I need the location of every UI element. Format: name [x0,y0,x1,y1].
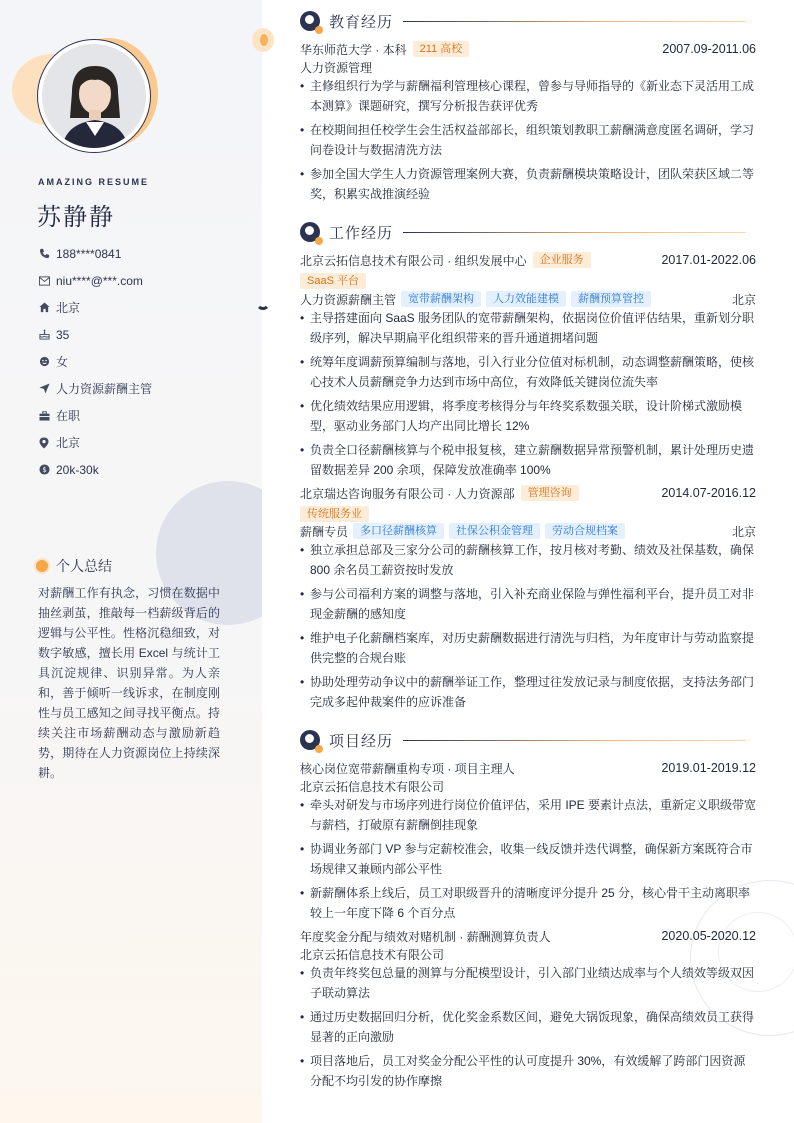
list-item: • 在校期间担任校学生会生活权益部部长，组织策划教职工薪酬满意度匿名调研，学习问卷设计与数据清洗方法 [300,120,756,160]
education-bullets [300,76,756,208]
skill-tag: 社保公积金管理 [449,523,540,539]
company-name: 北京瑞达咨询服务有限公司 · 人力资源部 [300,486,515,501]
industry-tag: 管理咨询 [521,485,579,501]
school-name: 华东师范大学 · 本科 [300,42,407,57]
list-item: • 主修组织行为学与薪酬福利管理核心课程，曾参与导师指导的《新业态下灵活用工成本测算》课题研究，撰写分析报告获评优秀 [300,76,756,116]
list-item: • 参与公司福利方案的调整与落地，引入补充商业保险与弹性福利平台，提升员工对非现金薪酬的感知度 [300,584,756,624]
sidebar [0,0,262,1123]
candidate-name: 苏静静 [37,204,115,231]
project-company-row [300,777,756,795]
info-text: 20k-30k [56,462,99,477]
mail-icon [38,275,50,287]
list-item: • 通过历史数据回归分析，优化奖金系数区间，避免大锅饭现象，确保高绩效员工获得显著的正向激励 [300,1007,756,1047]
section-title: 工作经历 [329,224,394,242]
project-date: 2020.05-2020.12 [661,929,756,943]
gender-icon [38,356,50,368]
decorative-ring [252,28,274,52]
list-item: • 统筹年度调薪预算编制与落地，引入行业分位值对标机制，动态调整薪酬策略，使核心技术人员薪酬竞争力达到市场中高位，有效降低关键岗位流失率 [300,352,756,392]
job-role-row [300,290,756,308]
job-city: 北京 [731,292,756,307]
cake-icon [38,329,50,341]
list-item: • 牵头对研发与市场序列进行岗位价值评估，采用 IPE 要素计点法，重新定义职级带宽与薪档，打破原有薪酬倒挂现象 [300,795,756,835]
summary-dot-icon [36,560,48,572]
job-date: 2014.07-2016.12 [661,486,756,500]
info-target-city [38,429,248,456]
info-text: niu****@***.com [56,273,143,288]
industry-tag: 传统服务业 [300,506,369,522]
section-header-education [300,10,756,32]
list-item: • 独立承担总部及三家分公司的薪酬核算工作，按月核对考勤、绩效及社保基数，确保 800 余名员工薪资按时发放 [300,540,756,580]
industry-tag: 企业服务 [533,252,591,268]
list-item: • 维护电子化薪酬档案库，对历史薪酬数据进行清洗与归档，为年度审计与劳动监察提供完整的合规台账 [300,628,756,668]
school-tag: 211 高校 [413,41,470,57]
info-gender [38,348,248,375]
skill-tag: 宽带薪酬架构 [401,291,481,307]
industry-tag: SaaS 平台 [300,273,366,289]
info-email [38,267,248,294]
info-text: 北京 [56,301,81,315]
list-item: • 参加全国大学生人力资源管理案例大赛，负责薪酬模块策略设计，团队荣获区域二等奖，积累实战推演经验 [300,164,756,204]
list-item: • 主导搭建面向 SaaS 服务团队的宽带薪酬架构，依据岗位价值评估结果，重新划分职级序列，解决早期扁平化组织带来的晋升通道拥堵问题 [300,308,756,348]
location-pin-icon [38,437,50,449]
project-header [300,927,756,945]
education-date: 2007.09-2011.06 [662,42,756,56]
skill-tag: 人力效能建模 [486,291,566,307]
project-header [300,759,756,777]
list-item: • 新薪酬体系上线后，员工对职级晋升的清晰度评分提升 25 分，核心骨干主动离职率较上一年度下降 6 个百分点 [300,883,756,923]
section-divider [403,21,746,22]
info-text: 在职 [56,409,81,423]
phone-icon [38,248,50,260]
section-divider [403,740,746,741]
info-text: 女 [56,355,69,369]
project-name: 核心岗位宽带薪酬重构专项 · 项目主理人 [300,761,515,776]
send-icon [38,383,50,395]
info-residence [38,294,248,321]
section-header-work [300,221,756,243]
job-date: 2017.01-2022.06 [661,253,756,267]
brand-label: AMAZING RESUME [38,177,149,187]
job-tag-row [300,505,756,523]
project-company: 北京云拓信息技术有限公司 [300,779,445,794]
job-bullets [300,540,756,716]
job-city: 北京 [731,524,756,539]
job-role: 薪酬专员 [300,524,349,539]
list-item: • 协调业务部门 VP 参与定薪校准会，收集一线反馈并迭代调整，确保新方案既符合市场规律又兼顾内部公平性 [300,839,756,879]
section-icon [300,730,320,750]
job-bullets [300,308,756,484]
list-item: • 优化绩效结果应用逻辑，将季度考核得分与年终奖系数强关联，设计阶梯式激励模型，驱动业务部门人均产出同比增长 12% [300,396,756,436]
info-text: 35 [56,327,70,342]
briefcase-icon [38,410,50,422]
list-item: • 项目落地后，员工对奖金分配公平性的认可度提升 30%，有效缓解了跨部门因资源分配不均引发的协作摩擦 [300,1051,756,1091]
avatar [42,44,146,148]
section-header-projects [300,729,756,751]
list-item: • 负责全口径薪酬核算与个税申报复核，建立薪酬数据异常预警机制，累计处理历史遗留数据差异 200 余项，保障发放准确率 100% [300,440,756,480]
section-icon [300,11,320,31]
home-icon [38,302,50,314]
list-item: • 负责年终奖包总量的测算与分配模型设计，引入部门业绩达成率与个人绩效等级双因子联动算法 [300,963,756,1003]
project-name: 年度奖金分配与绩效对赌机制 · 薪酬测算负责人 [300,929,551,944]
info-target-role [38,375,248,402]
section-title: 项目经历 [329,732,394,750]
job-tag-row [300,272,756,290]
info-status [38,402,248,429]
education-row [300,40,756,58]
section-icon [300,222,320,242]
section-title: 教育经历 [329,13,394,31]
summary-title: 个人总结 [56,558,112,574]
job-role-row [300,522,756,540]
contact-info-list [38,240,248,483]
project-bullets [300,963,756,1095]
major-row [300,58,756,76]
salary-icon [38,464,50,476]
list-item: • 协助处理劳动争议中的薪酬举证工作，整理过往发放记录与制度依据，支持法务部门完成多起仲裁案件的应诉准备 [300,672,756,712]
info-text: 北京 [56,436,81,450]
info-salary [38,456,248,483]
decorative-arc [256,296,270,310]
job-role: 人力资源薪酬主管 [300,292,397,307]
avatar-portrait-icon [42,44,146,148]
section-divider [403,232,746,233]
company-name: 北京云拓信息技术有限公司 · 组织发展中心 [300,253,527,268]
summary-header [36,556,112,576]
summary-text: 对薪酬工作有执念，习惯在数据中抽丝剥茧，推敲每一档薪级背后的逻辑与公平性。性格沉稳细致，对数字敏感，擅长用 Excel 与统计工具沉淀规律、识别异常。为人亲和，善于倾听一线诉求，在制度刚性与员工感知之间寻找平衡点。持续关注市场薪酬动态与激励新趋势，期待在人力资源岗位上持续深耕。 [38,586,220,780]
info-text: 人力资源薪酬主管 [56,382,153,396]
project-bullets [300,795,756,927]
skill-tag: 薪酬预算管控 [571,291,651,307]
info-age [38,321,248,348]
skill-tag: 劳动合规档案 [545,523,625,539]
job-header [300,251,756,269]
project-company-row [300,945,756,963]
svg-text:$: $ [41,465,47,474]
project-company: 北京云拓信息技术有限公司 [300,947,445,962]
major-name: 人力资源管理 [300,60,373,75]
info-phone [38,240,248,267]
avatar-frame [37,39,151,153]
skill-tag: 多口径薪酬核算 [353,523,444,539]
job-header [300,484,756,502]
info-text: 188****0841 [56,246,122,261]
project-date: 2019.01-2019.12 [661,761,756,775]
